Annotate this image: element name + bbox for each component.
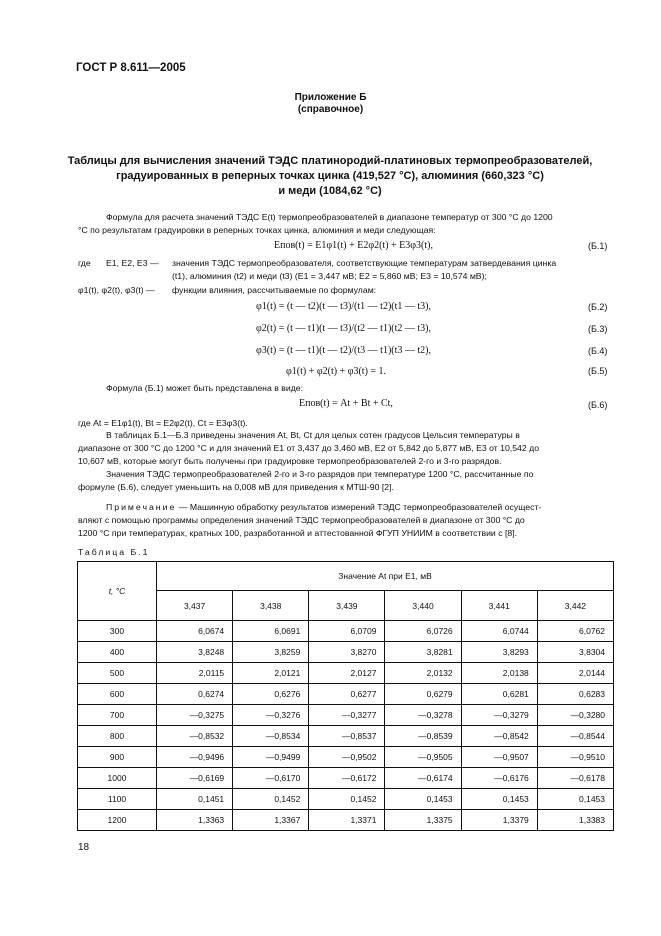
formula-b2: φ1(t) = (t — t2)(t — t3)/(t1 — t2)(t1 — t3), [256, 301, 431, 312]
appendix-heading [0, 92, 661, 116]
formula-b3: φ2(t) = (t — t1)(t — t3)/(t2 — t1)(t2 — t3), [256, 323, 431, 334]
page-number: 18 [78, 842, 90, 853]
table-column-header: 3,437 [157, 591, 233, 621]
table-cell-value: —0,6176 [461, 768, 537, 789]
table-cell-value: 0,6276 [233, 684, 309, 705]
table-row [78, 768, 614, 789]
formula-number: (Б.1) [588, 241, 608, 251]
table-cell-value: —0,9507 [461, 747, 537, 768]
table-cell-value: —0,9499 [233, 747, 309, 768]
table-cell-value: —0,3280 [537, 705, 613, 726]
table-cell-value: 6,0726 [385, 621, 461, 642]
table-cell-value: 2,0115 [157, 663, 233, 684]
table-cell-value: 0,1452 [309, 789, 385, 810]
table-cell-temperature: 900 [78, 747, 157, 768]
paragraph-line: В таблицах Б.1—Б.3 приведены значения At, Bt, Ct для целых сотен градусов Цельсия температуры в [106, 430, 520, 440]
table-cell-value: —0,6170 [233, 768, 309, 789]
data-table [77, 561, 614, 831]
table-cell-value: 0,6279 [385, 684, 461, 705]
table-cell-temperature: 300 [78, 621, 157, 642]
table-cell-value: 0,1453 [461, 789, 537, 810]
table-cell-value: 0,1453 [385, 789, 461, 810]
table-cell-value: 0,6281 [461, 684, 537, 705]
table-cell-value: —0,3275 [157, 705, 233, 726]
phi-symbols: φ1(t), φ2(t), φ3(t) — [78, 285, 155, 295]
table-column-header: 3,438 [233, 591, 309, 621]
table-row [78, 621, 614, 642]
table-cell-value: 3,8270 [309, 642, 385, 663]
table-cell-temperature: 1100 [78, 789, 157, 810]
table-column-header-row [78, 591, 614, 621]
table-cell-value: 1,3371 [309, 810, 385, 831]
table-cell-value: 2,0144 [537, 663, 613, 684]
table-cell-temperature: 1200 [78, 810, 157, 831]
formula-b4: φ3(t) = (t — t1)(t — t2)/(t3 — t1)(t3 — t2), [256, 345, 431, 356]
table-cell-value: —0,8532 [157, 726, 233, 747]
table-cell-temperature: 600 [78, 684, 157, 705]
note-label: Примечание [106, 502, 177, 512]
where-text: значения ТЭДС термопреобразователя, соответствующие температурам затвердевания цинка [172, 258, 557, 268]
paragraph-line: 10,607 мВ, которые могут быть получены при градуировке термопреобразователей 2-го и 3-го разрядов. [78, 456, 502, 466]
table-cell-temperature: 700 [78, 705, 157, 726]
where-definitions: где At = E1φ1(t), Bt = E2φ2(t), Ct = E3φ3(t). [78, 418, 248, 428]
table-cell-value: 0,1452 [233, 789, 309, 810]
table-cell-value: 0,6274 [157, 684, 233, 705]
where-symbols: E1, E2, E3 — [106, 258, 159, 268]
table-cell-value: 6,0762 [537, 621, 613, 642]
table-cell-value: 0,6277 [309, 684, 385, 705]
table-cell-value: —0,6178 [537, 768, 613, 789]
table-cell-value: 3,8304 [537, 642, 613, 663]
table-row [78, 726, 614, 747]
table-cell-value: —0,3277 [309, 705, 385, 726]
table-caption: Таблица Б.1 [78, 547, 150, 557]
table-cell-value: 6,0709 [309, 621, 385, 642]
table-column-header: 3,439 [309, 591, 385, 621]
table-cell-temperature: 400 [78, 642, 157, 663]
paragraph-line: диапазоне от 300 °С до 1200 °С и для значений E1 от 3,437 до 3,460 мВ, E2 от 5,842 до 5,877 мВ, E3 от 10,542 до [78, 443, 540, 453]
table-cell-value: —0,8542 [461, 726, 537, 747]
table-cell-temperature: 1000 [78, 768, 157, 789]
table-cell-value: 3,8281 [385, 642, 461, 663]
table-body [78, 621, 614, 831]
note-text: — Машинную обработку результатов измерений ТЭДС термопреобразователей осущест- [178, 502, 542, 512]
table-cell-value: —0,6169 [157, 768, 233, 789]
table-cell-value: —0,8534 [233, 726, 309, 747]
table-cell-value: 3,8293 [461, 642, 537, 663]
formula-b5: φ1(t) + φ2(t) + φ3(t) = 1. [286, 366, 387, 377]
formula-number: (Б.5) [588, 366, 608, 376]
table-cell-value: —0,3279 [461, 705, 537, 726]
formula-number: (Б.6) [588, 400, 608, 410]
table-cell-value: —0,9505 [385, 747, 461, 768]
title-line: и меди (1084,62 °С) [278, 185, 382, 197]
table-cell-value: 1,3379 [461, 810, 537, 831]
table-cell-value: 0,6283 [537, 684, 613, 705]
table-cell-value: —0,8537 [309, 726, 385, 747]
table-cell-value: —0,9496 [157, 747, 233, 768]
appendix-title: Приложение Б [294, 92, 367, 103]
formula-number: (Б.3) [588, 324, 608, 334]
table-cell-temperature: 500 [78, 663, 157, 684]
document-header: ГОСТ Р 8.611—2005 [76, 62, 186, 74]
table-cell-value: 1,3383 [537, 810, 613, 831]
note-line-1 [106, 501, 541, 514]
table-cell-value: —0,6172 [309, 768, 385, 789]
table-row [78, 747, 614, 768]
table-cell-value: 1,3367 [233, 810, 309, 831]
table-row [78, 810, 614, 831]
table-cell-temperature: 800 [78, 726, 157, 747]
table-cell-value: 1,3363 [157, 810, 233, 831]
table-cell-value: 0,1451 [157, 789, 233, 810]
table-cell-value: —0,8539 [385, 726, 461, 747]
note-line: 1200 °С при температурах, кратных 100, разработанной и аттестованной ФГУП УНИИМ в соответствии с [8]. [78, 528, 518, 538]
table-row [78, 705, 614, 726]
formula-b1: Eпов(t) = E1φ1(t) + E2φ2(t) + E3φ3(t), [274, 240, 433, 251]
table-column-header: 3,442 [537, 591, 613, 621]
table-column-header: 3,441 [461, 591, 537, 621]
table-cell-value: 6,0744 [461, 621, 537, 642]
table-cell-value: 2,0132 [385, 663, 461, 684]
section-title [60, 154, 600, 199]
title-line: градуированных в реперных точках цинка (419,527 °С), алюминия (660,323 °С) [116, 170, 544, 182]
table-row [78, 663, 614, 684]
table-cell-value: 1,3375 [385, 810, 461, 831]
table-cell-value: 3,8248 [157, 642, 233, 663]
where-text: (t1), алюминия (t2) и меди (t3) (E1 = 3,447 мВ; E2 = 5,860 мВ; E3 = 10,574 мВ); [172, 271, 487, 281]
table-cell-value: 6,0691 [233, 621, 309, 642]
table-cell-value: 2,0127 [309, 663, 385, 684]
table-cell-value: 0,1453 [537, 789, 613, 810]
table-row [78, 684, 614, 705]
table-header-group: Значение At при E1, мВ [157, 562, 614, 591]
table-cell-value: —0,9502 [309, 747, 385, 768]
table-cell-value: 2,0138 [461, 663, 537, 684]
table-cell-value: 2,0121 [233, 663, 309, 684]
appendix-subtitle: (справочное) [297, 104, 364, 115]
table-cell-value: —0,3276 [233, 705, 309, 726]
table-cell-value: —0,6174 [385, 768, 461, 789]
table-header-temperature: t, °С [78, 562, 157, 621]
intro-line: °С по результатам градуировки в реперных точках цинка, алюминия и меди следующая: [78, 225, 436, 235]
table-column-header: 3,440 [385, 591, 461, 621]
table-cell-value: 6,0674 [157, 621, 233, 642]
where-label: где [78, 258, 91, 268]
intro-line: Формула для расчета значений ТЭДС E(t) термопреобразователей в диапазоне температур от 300 °С до 1200 [106, 212, 553, 222]
title-line: Таблицы для вычисления значений ТЭДС платинородий-платиновых термопреобразователей, [67, 155, 593, 167]
table-row [78, 642, 614, 663]
paragraph-line: формуле (Б.6), следует уменьшить на 0,008 мВ для приведения к МТШ-90 [2]. [78, 482, 394, 492]
table-cell-value: —0,8544 [537, 726, 613, 747]
table-row [78, 789, 614, 810]
paragraph-line: Значения ТЭДС термопреобразователей 2-го и 3-го разрядов при температуре 1200 °С, рассчитанные по [106, 469, 534, 479]
formula-number: (Б.2) [588, 302, 608, 312]
formula-b6: Eпов(t) = At + Bt + Ct, [299, 398, 393, 409]
table-cell-value: —0,3278 [385, 705, 461, 726]
table-cell-value: 3,8259 [233, 642, 309, 663]
phi-text: функции влияния, рассчитываемые по формулам: [172, 285, 377, 295]
table-cell-value: —0,9510 [537, 747, 613, 768]
formula-intro: Формула (Б.1) может быть представлена в виде: [106, 383, 304, 393]
note-line: вляют с помощью программы определения значений ТЭДС термопреобразователей в диапазоне от 300 °С до [78, 515, 525, 525]
formula-number: (Б.4) [588, 346, 608, 356]
